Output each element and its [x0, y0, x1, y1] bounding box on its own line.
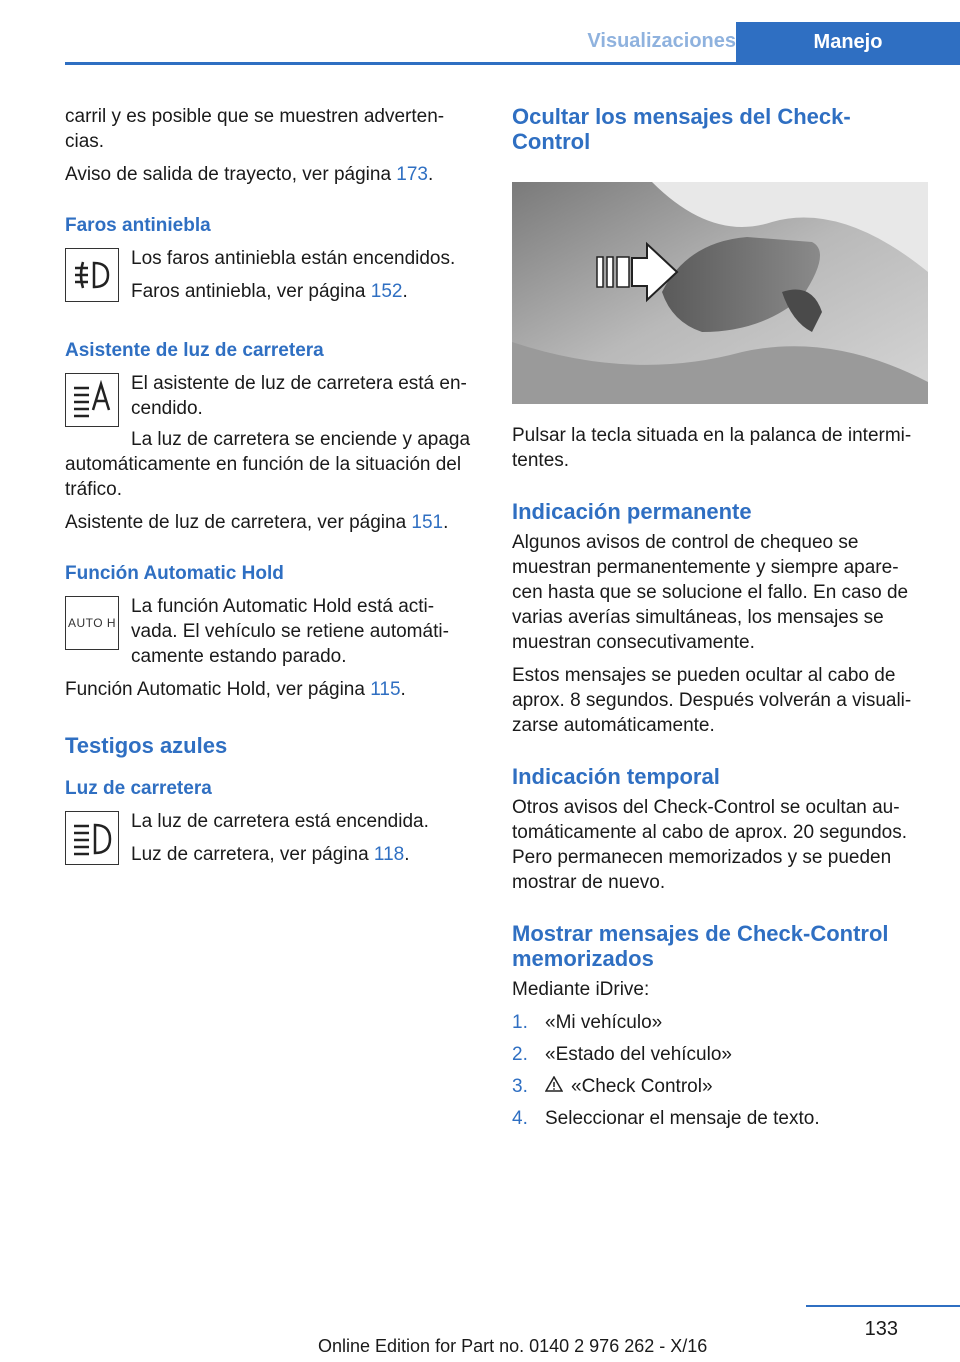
right-column	[512, 104, 928, 1138]
auto-hold-icon	[65, 596, 119, 650]
hide-messages-heading: Ocultar los mensajes del Check- Control	[512, 104, 851, 154]
page-number-rule	[806, 1305, 960, 1307]
page-link[interactable]: 173	[396, 164, 428, 185]
intro-text: carril y es posible que se muestren adverten‐ cias.	[65, 106, 445, 152]
stored-intro: Mediante iDrive:	[512, 979, 650, 1000]
list-item: 3. «Check Control»	[512, 1076, 713, 1097]
autohold-block	[65, 594, 480, 677]
autohold-ref: Función Automatic Hold, ver página 115.	[65, 679, 406, 700]
highbeam-assist-text: El asistente de luz de carretera está en‐ cendido.	[131, 373, 467, 419]
blue-lights-heading: Testigos azules	[65, 733, 228, 758]
fog-text: Los faros antiniebla están encendidos.	[131, 248, 456, 269]
fog-ref: Faros antiniebla, ver página 152.	[131, 281, 408, 302]
highbeam-assist-ref: Asistente de luz de carretera, ver página 151.	[65, 512, 449, 533]
intro-ref: Aviso de salida de trayecto, ver página 173.	[65, 164, 434, 185]
high-beam-icon	[65, 811, 119, 865]
stored-heading: Mostrar mensajes de Check-Control memorizados	[512, 921, 889, 971]
header-bar	[65, 22, 960, 65]
page-number: 133	[864, 1318, 898, 1340]
fog-block	[65, 246, 480, 312]
page-link[interactable]: 115	[370, 679, 401, 700]
photo-caption: Pulsar la tecla situada en la palanca de intermi‐ tentes.	[512, 425, 912, 471]
highbeam-assist-desc: La luz de carretera se enciende y apaga automáticamente en función de la situación del tráfico.	[65, 429, 471, 500]
page-link[interactable]: 152	[370, 281, 403, 302]
steps-list	[512, 1010, 928, 1131]
highbeam-text: La luz de carretera está encendida.	[131, 811, 429, 832]
footer-edition: Online Edition for Part no. 0140 2 976 262 - X/16	[318, 1336, 708, 1356]
tab-chapter[interactable]: Manejo	[736, 22, 960, 62]
tab-section[interactable]: Visualizaciones	[587, 30, 736, 52]
highbeam-heading: Luz de carretera	[65, 778, 212, 799]
high-beam-assist-icon	[65, 373, 119, 427]
list-item: 4. Seleccionar el mensaje de texto.	[512, 1108, 820, 1129]
permanent-heading: Indicación permanente	[512, 499, 752, 524]
highbeam-assist-heading: Asistente de luz de carretera	[65, 340, 324, 361]
temporary-text: Otros avisos del Check-Control se ocultan au‐ tomáticamente al cabo de aprox. 20 segundos. Pero permanecen memorizados y se pueden mostrar de nuevo.	[512, 797, 908, 893]
turn-signal-lever-photo	[512, 182, 928, 404]
page-link[interactable]: 118	[373, 844, 405, 865]
list-item: 2. «Estado del vehículo»	[512, 1044, 732, 1065]
autohold-text: La función Automatic Hold está acti‐ vada. El vehículo se retiene automáti‐ camente estando parado.	[131, 596, 449, 667]
highbeam-block	[65, 809, 480, 875]
highbeam-assist-block	[65, 371, 480, 431]
fog-heading: Faros antiniebla	[65, 215, 211, 236]
fog-light-icon	[65, 248, 119, 302]
warning-triangle-icon	[545, 1074, 571, 1099]
page-link[interactable]: 151	[411, 512, 444, 533]
auto-hold-label: AUTO H	[67, 615, 117, 630]
permanent-text-1: Algunos avisos de control de chequeo se muestran permanentemente y siempre apare‐ cen hasta que se solucione el fallo. En caso de varias averías simultáneas, los mensajes se muestran consecutivamente.	[512, 532, 909, 653]
temporary-heading: Indicación temporal	[512, 764, 720, 789]
left-column	[65, 104, 480, 875]
highbeam-ref: Luz de carretera, ver página 118.	[131, 844, 410, 865]
permanent-text-2: Estos mensajes se pueden ocultar al cabo de aprox. 8 segundos. Después volverán a visuali‐ zarse automáticamente.	[512, 665, 912, 736]
list-item: 1. «Mi vehículo»	[512, 1012, 663, 1033]
autohold-heading: Función Automatic Hold	[65, 563, 284, 584]
